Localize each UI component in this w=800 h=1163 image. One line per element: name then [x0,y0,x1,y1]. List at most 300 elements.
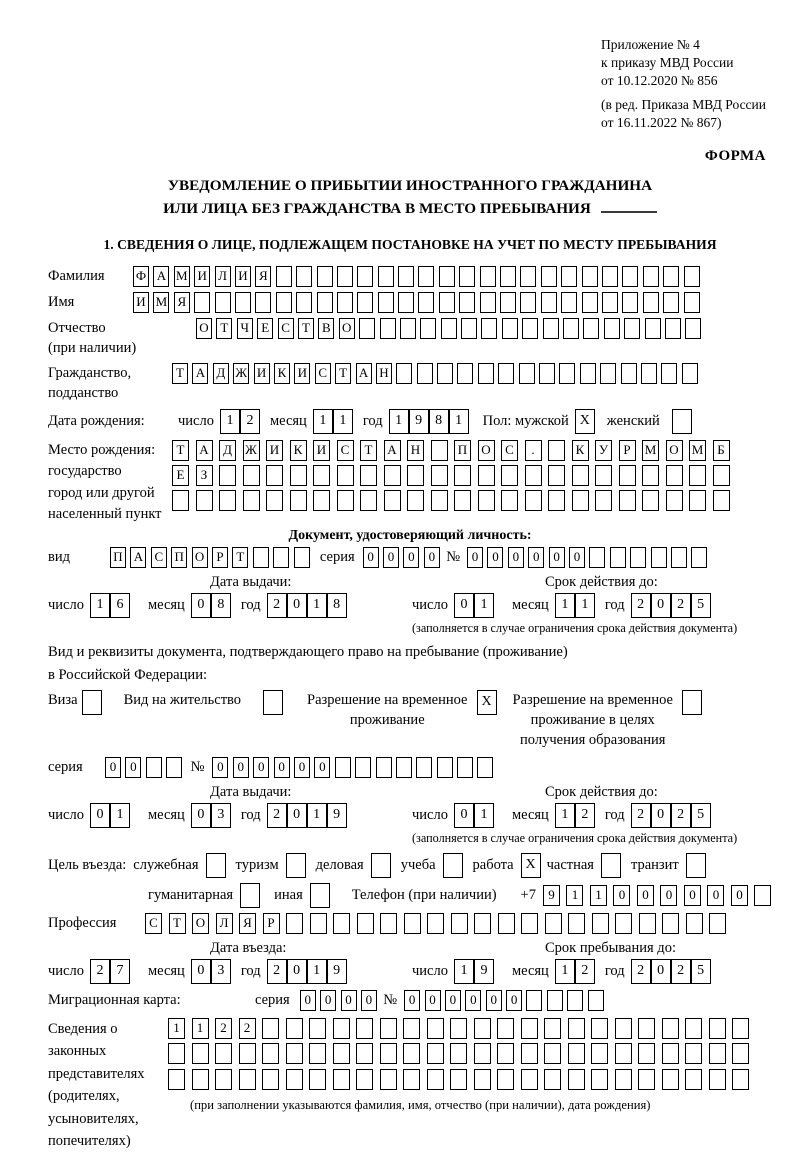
char-box[interactable]: А [196,440,213,461]
char-box[interactable] [478,490,495,511]
char-box[interactable] [732,1069,749,1090]
char-box[interactable]: О [196,318,212,339]
char-box[interactable] [335,757,351,778]
char-box[interactable]: У [595,440,612,461]
char-box[interactable]: 2 [575,959,595,984]
char-box[interactable] [662,1069,679,1090]
char-box[interactable] [619,490,636,511]
char-box[interactable] [443,853,463,878]
char-box[interactable]: М [174,266,190,287]
char-box[interactable]: Р [263,913,280,934]
char-box[interactable]: 0 [191,593,211,618]
char-box[interactable] [638,1018,655,1039]
char-box[interactable]: О [478,440,495,461]
char-box[interactable] [437,757,453,778]
char-box[interactable] [380,1043,397,1064]
char-box[interactable]: Е [172,465,189,486]
char-box[interactable] [359,318,375,339]
char-box[interactable] [498,913,515,934]
char-box[interactable] [638,1043,655,1064]
char-box[interactable] [691,547,707,568]
char-box[interactable] [431,465,448,486]
char-box[interactable]: И [133,292,149,313]
char-box[interactable]: П [454,440,471,461]
char-box[interactable] [384,490,401,511]
char-box[interactable]: 1 [110,803,130,828]
char-box[interactable]: Н [376,363,392,384]
char-box[interactable] [333,913,350,934]
char-box[interactable] [709,1069,726,1090]
char-box[interactable]: М [642,440,659,461]
char-box[interactable] [662,1043,679,1064]
char-box[interactable] [622,292,638,313]
char-box[interactable]: Ж [233,363,249,384]
char-box[interactable] [682,690,702,715]
char-box[interactable]: А [384,440,401,461]
char-box[interactable]: 1 [90,593,110,618]
char-box[interactable]: 0 [320,990,336,1011]
char-box[interactable] [639,913,656,934]
char-box[interactable]: С [151,547,167,568]
char-box[interactable]: 2 [267,959,287,984]
char-box[interactable] [398,292,414,313]
char-box[interactable] [378,266,394,287]
char-box[interactable]: С [337,440,354,461]
char-box[interactable] [615,913,632,934]
char-box[interactable] [682,363,698,384]
char-box[interactable] [356,1069,373,1090]
char-box[interactable] [589,547,605,568]
char-box[interactable] [567,990,583,1011]
char-box[interactable] [418,292,434,313]
visa-checkbox[interactable] [82,690,102,715]
char-box[interactable]: 2 [575,803,595,828]
char-box[interactable] [427,1069,444,1090]
char-box[interactable] [407,490,424,511]
char-box[interactable]: С [278,318,294,339]
char-box[interactable] [450,1043,467,1064]
char-box[interactable]: 0 [651,803,671,828]
char-box[interactable] [547,990,563,1011]
char-box[interactable] [481,318,497,339]
char-box[interactable] [651,547,667,568]
char-box[interactable]: Б [713,440,730,461]
purpose-study-checkbox[interactable] [443,853,463,878]
char-box[interactable]: 6 [110,593,130,618]
char-box[interactable] [497,1018,514,1039]
char-box[interactable] [296,266,312,287]
char-box[interactable]: О [666,440,683,461]
char-box[interactable] [521,1043,538,1064]
char-box[interactable]: Т [172,363,188,384]
char-box[interactable] [568,1043,585,1064]
char-box[interactable]: И [313,440,330,461]
char-box[interactable]: 7 [110,959,130,984]
char-box[interactable]: 0 [233,757,249,778]
char-box[interactable] [262,1018,279,1039]
char-box[interactable] [317,266,333,287]
char-box[interactable] [474,1018,491,1039]
char-box[interactable] [572,465,589,486]
purpose-other-checkbox[interactable] [310,883,330,908]
char-box[interactable] [416,757,432,778]
char-box[interactable]: X [575,409,595,434]
char-box[interactable] [709,1018,726,1039]
char-box[interactable] [431,490,448,511]
char-box[interactable]: 5 [691,803,711,828]
char-box[interactable] [337,490,354,511]
char-box[interactable]: А [192,363,208,384]
char-box[interactable]: 0 [90,803,110,828]
char-box[interactable]: 0 [363,547,379,568]
char-box[interactable]: Т [360,440,377,461]
char-box[interactable]: 0 [403,547,419,568]
char-box[interactable]: 0 [300,990,316,1011]
char-box[interactable] [548,440,565,461]
char-box[interactable]: 2 [631,593,651,618]
char-box[interactable]: 1 [389,409,409,434]
char-box[interactable] [663,266,679,287]
char-box[interactable]: 2 [267,593,287,618]
char-box[interactable]: 0 [487,547,503,568]
char-box[interactable] [541,292,557,313]
char-box[interactable] [520,292,536,313]
char-box[interactable] [602,292,618,313]
char-box[interactable]: 0 [287,593,307,618]
char-box[interactable] [262,1069,279,1090]
char-box[interactable]: Д [219,440,236,461]
char-box[interactable]: 0 [486,990,502,1011]
char-box[interactable] [732,1043,749,1064]
char-box[interactable] [602,266,618,287]
char-box[interactable] [243,465,260,486]
char-box[interactable] [663,292,679,313]
char-box[interactable] [461,318,477,339]
char-box[interactable] [474,913,491,934]
char-box[interactable]: 0 [465,990,481,1011]
char-box[interactable]: Т [232,547,248,568]
char-box[interactable] [732,1018,749,1039]
char-box[interactable] [215,1043,232,1064]
char-box[interactable] [521,913,538,934]
char-box[interactable] [166,757,182,778]
char-box[interactable] [563,318,579,339]
char-box[interactable]: М [153,292,169,313]
char-box[interactable]: Т [172,440,189,461]
char-box[interactable]: 0 [467,547,483,568]
char-box[interactable]: 3 [211,959,231,984]
char-box[interactable]: 2 [671,959,691,984]
char-box[interactable] [309,1043,326,1064]
char-box[interactable]: И [254,363,270,384]
char-box[interactable]: 0 [637,885,654,906]
char-box[interactable] [497,1069,514,1090]
char-box[interactable] [641,363,657,384]
purpose-transit-checkbox[interactable] [686,853,706,878]
char-box[interactable]: 0 [314,757,330,778]
char-box[interactable] [526,990,542,1011]
char-box[interactable] [168,1043,185,1064]
char-box[interactable] [685,1018,702,1039]
char-box[interactable] [709,913,726,934]
char-box[interactable]: 1 [474,593,494,618]
char-box[interactable]: 1 [220,409,240,434]
char-box[interactable] [713,465,730,486]
char-box[interactable] [498,363,514,384]
char-box[interactable] [666,490,683,511]
char-box[interactable] [407,465,424,486]
char-box[interactable] [601,853,621,878]
char-box[interactable] [286,1069,303,1090]
char-box[interactable] [296,292,312,313]
char-box[interactable] [525,490,542,511]
char-box[interactable] [525,465,542,486]
char-box[interactable]: . [525,440,542,461]
char-box[interactable] [427,1018,444,1039]
char-box[interactable] [417,363,433,384]
char-box[interactable]: Л [215,266,231,287]
char-box[interactable]: 1 [590,885,607,906]
char-box[interactable]: 0 [506,990,522,1011]
char-box[interactable]: X [477,690,497,715]
char-box[interactable]: Д [213,363,229,384]
char-box[interactable] [215,1069,232,1090]
char-box[interactable] [522,318,538,339]
char-box[interactable]: Т [298,318,314,339]
char-box[interactable]: 1 [474,803,494,828]
char-box[interactable] [541,266,557,287]
char-box[interactable]: 0 [508,547,524,568]
char-box[interactable]: Н [407,440,424,461]
char-box[interactable] [356,1043,373,1064]
char-box[interactable] [543,318,559,339]
char-box[interactable] [713,490,730,511]
char-box[interactable] [427,1043,444,1064]
char-box[interactable] [266,490,283,511]
char-box[interactable] [672,409,692,434]
char-box[interactable]: А [153,266,169,287]
char-box[interactable]: 0 [445,990,461,1011]
char-box[interactable] [418,266,434,287]
char-box[interactable] [403,1069,420,1090]
char-box[interactable]: 1 [307,593,327,618]
char-box[interactable] [286,913,303,934]
char-box[interactable]: 0 [651,959,671,984]
char-box[interactable]: Я [174,292,190,313]
char-box[interactable] [709,1043,726,1064]
char-box[interactable]: 8 [429,409,449,434]
char-box[interactable]: 9 [327,803,347,828]
char-box[interactable]: А [356,363,372,384]
char-box[interactable] [519,363,535,384]
char-box[interactable]: Ф [133,266,149,287]
char-box[interactable]: 9 [327,959,347,984]
char-box[interactable] [521,1069,538,1090]
char-box[interactable]: 0 [361,990,377,1011]
sex-male-checkbox[interactable] [575,409,595,434]
char-box[interactable]: 0 [651,593,671,618]
char-box[interactable] [619,465,636,486]
char-box[interactable] [662,913,679,934]
char-box[interactable] [478,363,494,384]
char-box[interactable] [309,1018,326,1039]
char-box[interactable]: 0 [341,990,357,1011]
char-box[interactable]: К [572,440,589,461]
char-box[interactable] [317,292,333,313]
char-box[interactable]: Р [212,547,228,568]
char-box[interactable] [621,363,637,384]
char-box[interactable] [378,292,394,313]
char-box[interactable]: 1 [555,593,575,618]
char-box[interactable]: Р [619,440,636,461]
char-box[interactable] [754,885,771,906]
char-box[interactable]: 0 [191,959,211,984]
char-box[interactable]: П [171,547,187,568]
char-box[interactable] [610,547,626,568]
char-box[interactable] [583,318,599,339]
char-box[interactable] [548,465,565,486]
char-box[interactable] [441,318,457,339]
char-box[interactable] [255,292,271,313]
char-box[interactable] [671,547,687,568]
char-box[interactable] [380,318,396,339]
char-box[interactable] [685,1069,702,1090]
char-box[interactable]: 0 [454,593,474,618]
purpose-official-checkbox[interactable] [206,853,226,878]
char-box[interactable] [333,1018,350,1039]
char-box[interactable] [568,913,585,934]
char-box[interactable] [615,1043,632,1064]
temp-permit-checkbox[interactable] [477,690,497,715]
char-box[interactable] [219,465,236,486]
char-box[interactable]: 2 [671,803,691,828]
char-box[interactable] [502,318,518,339]
char-box[interactable]: Я [239,913,256,934]
char-box[interactable] [454,465,471,486]
char-box[interactable] [294,547,310,568]
char-box[interactable]: 0 [454,803,474,828]
char-box[interactable]: И [266,440,283,461]
char-box[interactable] [396,757,412,778]
char-box[interactable] [591,1069,608,1090]
char-box[interactable] [685,1043,702,1064]
char-box[interactable] [380,913,397,934]
char-box[interactable]: К [290,440,307,461]
purpose-business-checkbox[interactable] [371,853,391,878]
char-box[interactable] [642,490,659,511]
char-box[interactable]: 0 [212,757,228,778]
char-box[interactable]: 1 [575,593,595,618]
char-box[interactable]: Т [216,318,232,339]
char-box[interactable] [480,292,496,313]
char-box[interactable] [615,1069,632,1090]
char-box[interactable] [192,1069,209,1090]
char-box[interactable] [545,913,562,934]
char-box[interactable] [643,292,659,313]
char-box[interactable] [239,1043,256,1064]
char-box[interactable] [206,853,226,878]
char-box[interactable] [568,1018,585,1039]
char-box[interactable] [661,363,677,384]
char-box[interactable]: О [192,913,209,934]
char-box[interactable] [404,913,421,934]
char-box[interactable]: В [318,318,334,339]
char-box[interactable]: 0 [287,959,307,984]
char-box[interactable] [457,363,473,384]
char-box[interactable] [459,292,475,313]
char-box[interactable]: С [145,913,162,934]
char-box[interactable] [501,490,518,511]
char-box[interactable]: 2 [240,409,260,434]
char-box[interactable] [685,318,701,339]
char-box[interactable]: 1 [555,959,575,984]
char-box[interactable]: 1 [333,409,353,434]
char-box[interactable] [684,292,700,313]
purpose-work-checkbox[interactable] [521,853,541,878]
char-box[interactable] [539,363,555,384]
char-box[interactable] [544,1043,561,1064]
char-box[interactable]: П [110,547,126,568]
char-box[interactable] [450,1069,467,1090]
char-box[interactable]: Е [257,318,273,339]
char-box[interactable] [396,363,412,384]
char-box[interactable]: И [194,266,210,287]
char-box[interactable] [192,1043,209,1064]
char-box[interactable] [356,1018,373,1039]
char-box[interactable] [82,690,102,715]
char-box[interactable]: А [130,547,146,568]
purpose-tourism-checkbox[interactable] [286,853,306,878]
char-box[interactable] [638,1069,655,1090]
char-box[interactable]: 1 [313,409,333,434]
char-box[interactable] [172,490,189,511]
char-box[interactable] [355,757,371,778]
char-box[interactable]: 9 [409,409,429,434]
char-box[interactable] [286,1018,303,1039]
char-box[interactable] [310,883,330,908]
char-box[interactable]: 0 [424,547,440,568]
char-box[interactable] [595,465,612,486]
char-box[interactable]: 2 [631,803,651,828]
char-box[interactable]: М [689,440,706,461]
char-box[interactable] [420,318,436,339]
char-box[interactable] [273,547,289,568]
char-box[interactable] [431,440,448,461]
char-box[interactable] [243,490,260,511]
char-box[interactable]: 0 [707,885,724,906]
temp-permit-edu-checkbox[interactable] [682,690,702,715]
char-box[interactable] [357,266,373,287]
char-box[interactable]: 0 [528,547,544,568]
char-box[interactable] [588,990,604,1011]
purpose-private-checkbox[interactable] [601,853,621,878]
char-box[interactable]: 0 [731,885,748,906]
char-box[interactable]: 1 [192,1018,209,1039]
char-box[interactable] [380,1069,397,1090]
char-box[interactable] [380,1018,397,1039]
char-box[interactable] [480,266,496,287]
char-box[interactable]: К [274,363,290,384]
char-box[interactable] [235,292,251,313]
char-box[interactable]: 1 [555,803,575,828]
char-box[interactable] [561,266,577,287]
char-box[interactable] [439,266,455,287]
char-box[interactable] [437,363,453,384]
char-box[interactable] [196,490,213,511]
char-box[interactable]: 3 [211,803,231,828]
char-box[interactable] [384,465,401,486]
char-box[interactable] [580,363,596,384]
